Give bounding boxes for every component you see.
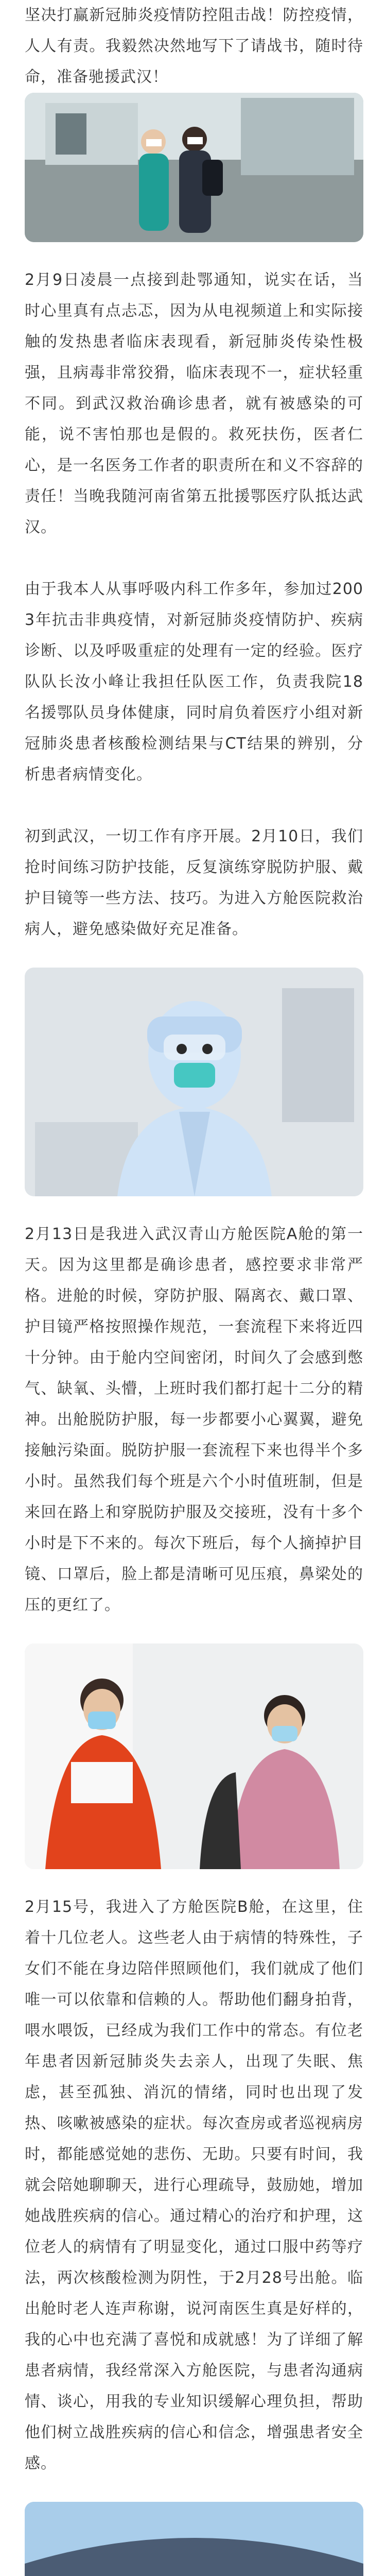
feb10-paragraph: 初到武汉，一切工作有序开展。2月10日，我们抢时间练习防护技能，反复演练穿脱防护服、戴护目镜等一些方法、技巧。为进入方舱医院救治病人，避免感染做好充足准备。 <box>25 827 363 938</box>
photo-doctor-with-patient <box>25 1643 363 1869</box>
background-paragraph: 由于我本人从事呼吸内科工作多年，参加过2003年抗击非典疫情，对新冠肺炎疫情防护、疾病诊断、以及呼吸重症的处理有一定的经验。医疗队队长汝小峰让我担任队医工作，负责我院18名援鄂队员身体健康，同时肩负着医疗小组对新冠肺炎患者核酸检测结果与CT结果的辨别，分析患者病情变化。 <box>25 580 363 784</box>
feb13-paragraph: 2月13日是我进入武汉青山方舱医院A舱的第一天。因为这里都是确诊患者，感控要求非常严格。进舱的时候，穿防护服、隔离衣、戴口罩、护目镜严格按照操作规范，一套流程下来将近四十分钟。由于舱内空间密闭，时间久了会感到憋气、缺氧、头懵，上班时我们都打起十二分的精神。出舱脱防护服，每一步都要小心翼翼，避免接触污染面。脱防护服一套流程下来也得半个多小时。虽然我们每个班是六个小时值班制，但是来回在路上和穿脱防护服及交接班，没有十多个小时是下不来的。每次下班后，每个人摘掉护目镜、口罩后，脸上都是清晰可见压痕，鼻梁处的压的更红了。 <box>25 1225 363 1614</box>
photo-team-banner <box>25 2502 363 2576</box>
photo-protective-suit <box>25 968 363 1196</box>
photo-volunteers-outdoors <box>25 93 363 242</box>
intro-paragraph: 坚决打赢新冠肺炎疫情防控阻击战！防控疫情，人人有责。我毅然决然地写下了请战书，随时待命，准备驰援武汉！ <box>25 6 363 86</box>
feb9-paragraph: 2月9日凌晨一点接到赴鄂通知，说实在话，当时心里真有点忐忑，因为从电视频道上和实际接触的发热患者临床表现看，新冠肺炎传染性极强，且病毒非常狡猾，临床表现不一，症状轻重不同。到武汉救治确诊患者，就有被感染的可能，说不害怕那也是假的。救死扶伤，医者仁心，是一名医务工作者的职责所在和义不容辞的责任！当晚我随河南省第五批援鄂医疗队抵达武汉。 <box>25 271 363 536</box>
feb15-paragraph: 2月15号，我进入了方舱医院B舱，在这里，住着十几位老人。这些老人由于病情的特殊性，子女们不能在身边陪伴照顾他们，我们就成了他们唯一可以依靠和信赖的人。帮助他们翻身拍背，喂水喂饭，已经成为我们工作中的常态。有位老年患者因新冠肺炎失去亲人，出现了失眠、焦虑，甚至孤独、消沉的情绪，同时也出现了发热、咳嗽被感染的症状。每次查房或者巡视病房时，都能感觉她的悲伤、无助。只要有时间，我就会陪她聊聊天，进行心理疏导，鼓励她，增加她战胜疾病的信心。通过精心的治疗和护理，这位老人的病情有了明显变化，通过口服中药等疗法，两次核酸检测为阴性，于2月28号出舱。临出舱时老人连声称谢，说河南医生真是好样的，我的心中也充满了喜悦和成就感！为了详细了解患者病情，我经常深入方舱医院，与患者沟通病情、谈心，用我的专业知识缓解心理负担，帮助他们树立战胜疾病的信心和信念，增强患者安全感。 <box>25 1898 363 2472</box>
